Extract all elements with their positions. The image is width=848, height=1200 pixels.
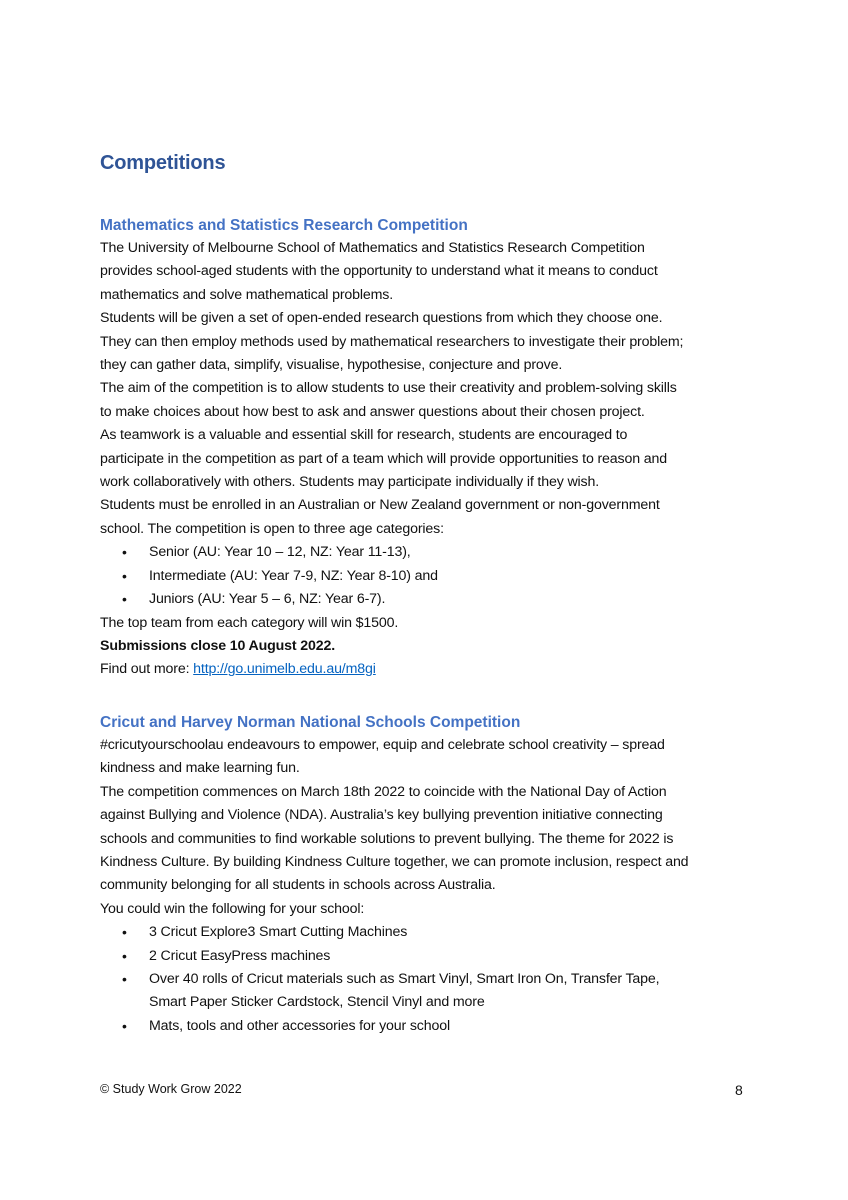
body-line: participate in the competition as part of a team which will provide opportunities to reason and xyxy=(100,450,667,467)
body-line: The University of Melbourne School of Mathematics and Statistics Research Competition xyxy=(100,240,645,256)
find-out-more xyxy=(100,658,760,681)
prize-text: The top team from each category will win $1500. xyxy=(100,614,399,631)
prize-list xyxy=(100,921,760,1038)
footer-copyright: © Study Work Grow 2022 xyxy=(100,1082,242,1096)
list-item-line: Over 40 rolls of Cricut materials such as Smart Vinyl, Smart Iron On, Transfer Tape, xyxy=(149,971,660,988)
body-line: to make choices about how best to ask and answer questions about their chosen project. xyxy=(100,403,645,420)
list-item: • Mats, tools and other accessories for your school xyxy=(100,1015,760,1038)
section-cricut-competition xyxy=(100,712,760,1038)
age-category-list xyxy=(100,541,760,611)
body-line: school. The competition is open to three age categories: xyxy=(100,520,444,537)
body-line: schools and communities to find workable solutions to prevent bullying. The theme for 2022 is xyxy=(100,830,674,847)
body-line: As teamwork is a valuable and essential skill for research, students are encouraged to xyxy=(100,427,628,444)
body-line: Students will be given a set of open-ended research questions from which they choose one. xyxy=(100,310,663,327)
list-item: • Juniors (AU: Year 5 – 6, NZ: Year 6-7). xyxy=(100,588,760,611)
list-item: • 2 Cricut EasyPress machines xyxy=(100,945,760,968)
page-number: 8 xyxy=(735,1082,743,1098)
body-line: provides school-aged students with the opportunity to understand what it means to conduct xyxy=(100,263,658,280)
body-line: Kindness Culture. By building Kindness Culture together, we can promote inclusion, respect and xyxy=(100,854,689,871)
body-line: The competition commences on March 18th 2022 to coincide with the National Day of Action xyxy=(100,783,667,800)
body-line: Students must be enrolled in an Australian or New Zealand government or non-government xyxy=(100,497,660,514)
body-line: They can then employ methods used by mathematical researchers to investigate their problem; xyxy=(100,333,684,350)
competition-link[interactable]: http://go.unimelb.edu.au/m8gi xyxy=(193,661,376,678)
body-line: work collaboratively with others. Students may participate individually if they wish. xyxy=(100,474,600,491)
section-heading: Cricut and Harvey Norman National Schools Competition xyxy=(100,714,521,731)
body-line: they can gather data, simplify, visualise, hypothesise, conjecture and prove. xyxy=(100,357,563,374)
body-line: mathematics and solve mathematical problems. xyxy=(100,286,394,303)
section-math-stats-competition xyxy=(100,215,760,682)
find-out-more-label: Find out more: xyxy=(100,661,194,678)
page-title: Competitions xyxy=(100,152,226,174)
body-line: kindness and make learning fun. xyxy=(100,760,300,777)
list-item-line: Smart Paper Sticker Cardstock, Stencil Vinyl and more xyxy=(149,994,485,1011)
body-line: The aim of the competition is to allow students to use their creativity and problem-solving skills xyxy=(100,380,677,397)
body-line: You could win the following for your school: xyxy=(100,900,365,917)
list-item: • 3 Cricut Explore3 Smart Cutting Machines xyxy=(100,921,760,944)
body-line: #cricutyourschoolau endeavours to empower, equip and celebrate school creativity – spread xyxy=(100,737,665,753)
deadline-text: Submissions close 10 August 2022. xyxy=(100,637,336,654)
body-line: community belonging for all students in schools across Australia. xyxy=(100,877,496,894)
body-line: against Bullying and Violence (NDA). Australia’s key bullying prevention initiative connecting xyxy=(100,807,663,824)
list-item: • Senior (AU: Year 10 – 12, NZ: Year 11-13), xyxy=(100,541,760,564)
list-item xyxy=(100,968,760,1015)
list-item: • Intermediate (AU: Year 7-9, NZ: Year 8-10) and xyxy=(100,565,760,588)
section-heading: Mathematics and Statistics Research Competition xyxy=(100,217,468,234)
